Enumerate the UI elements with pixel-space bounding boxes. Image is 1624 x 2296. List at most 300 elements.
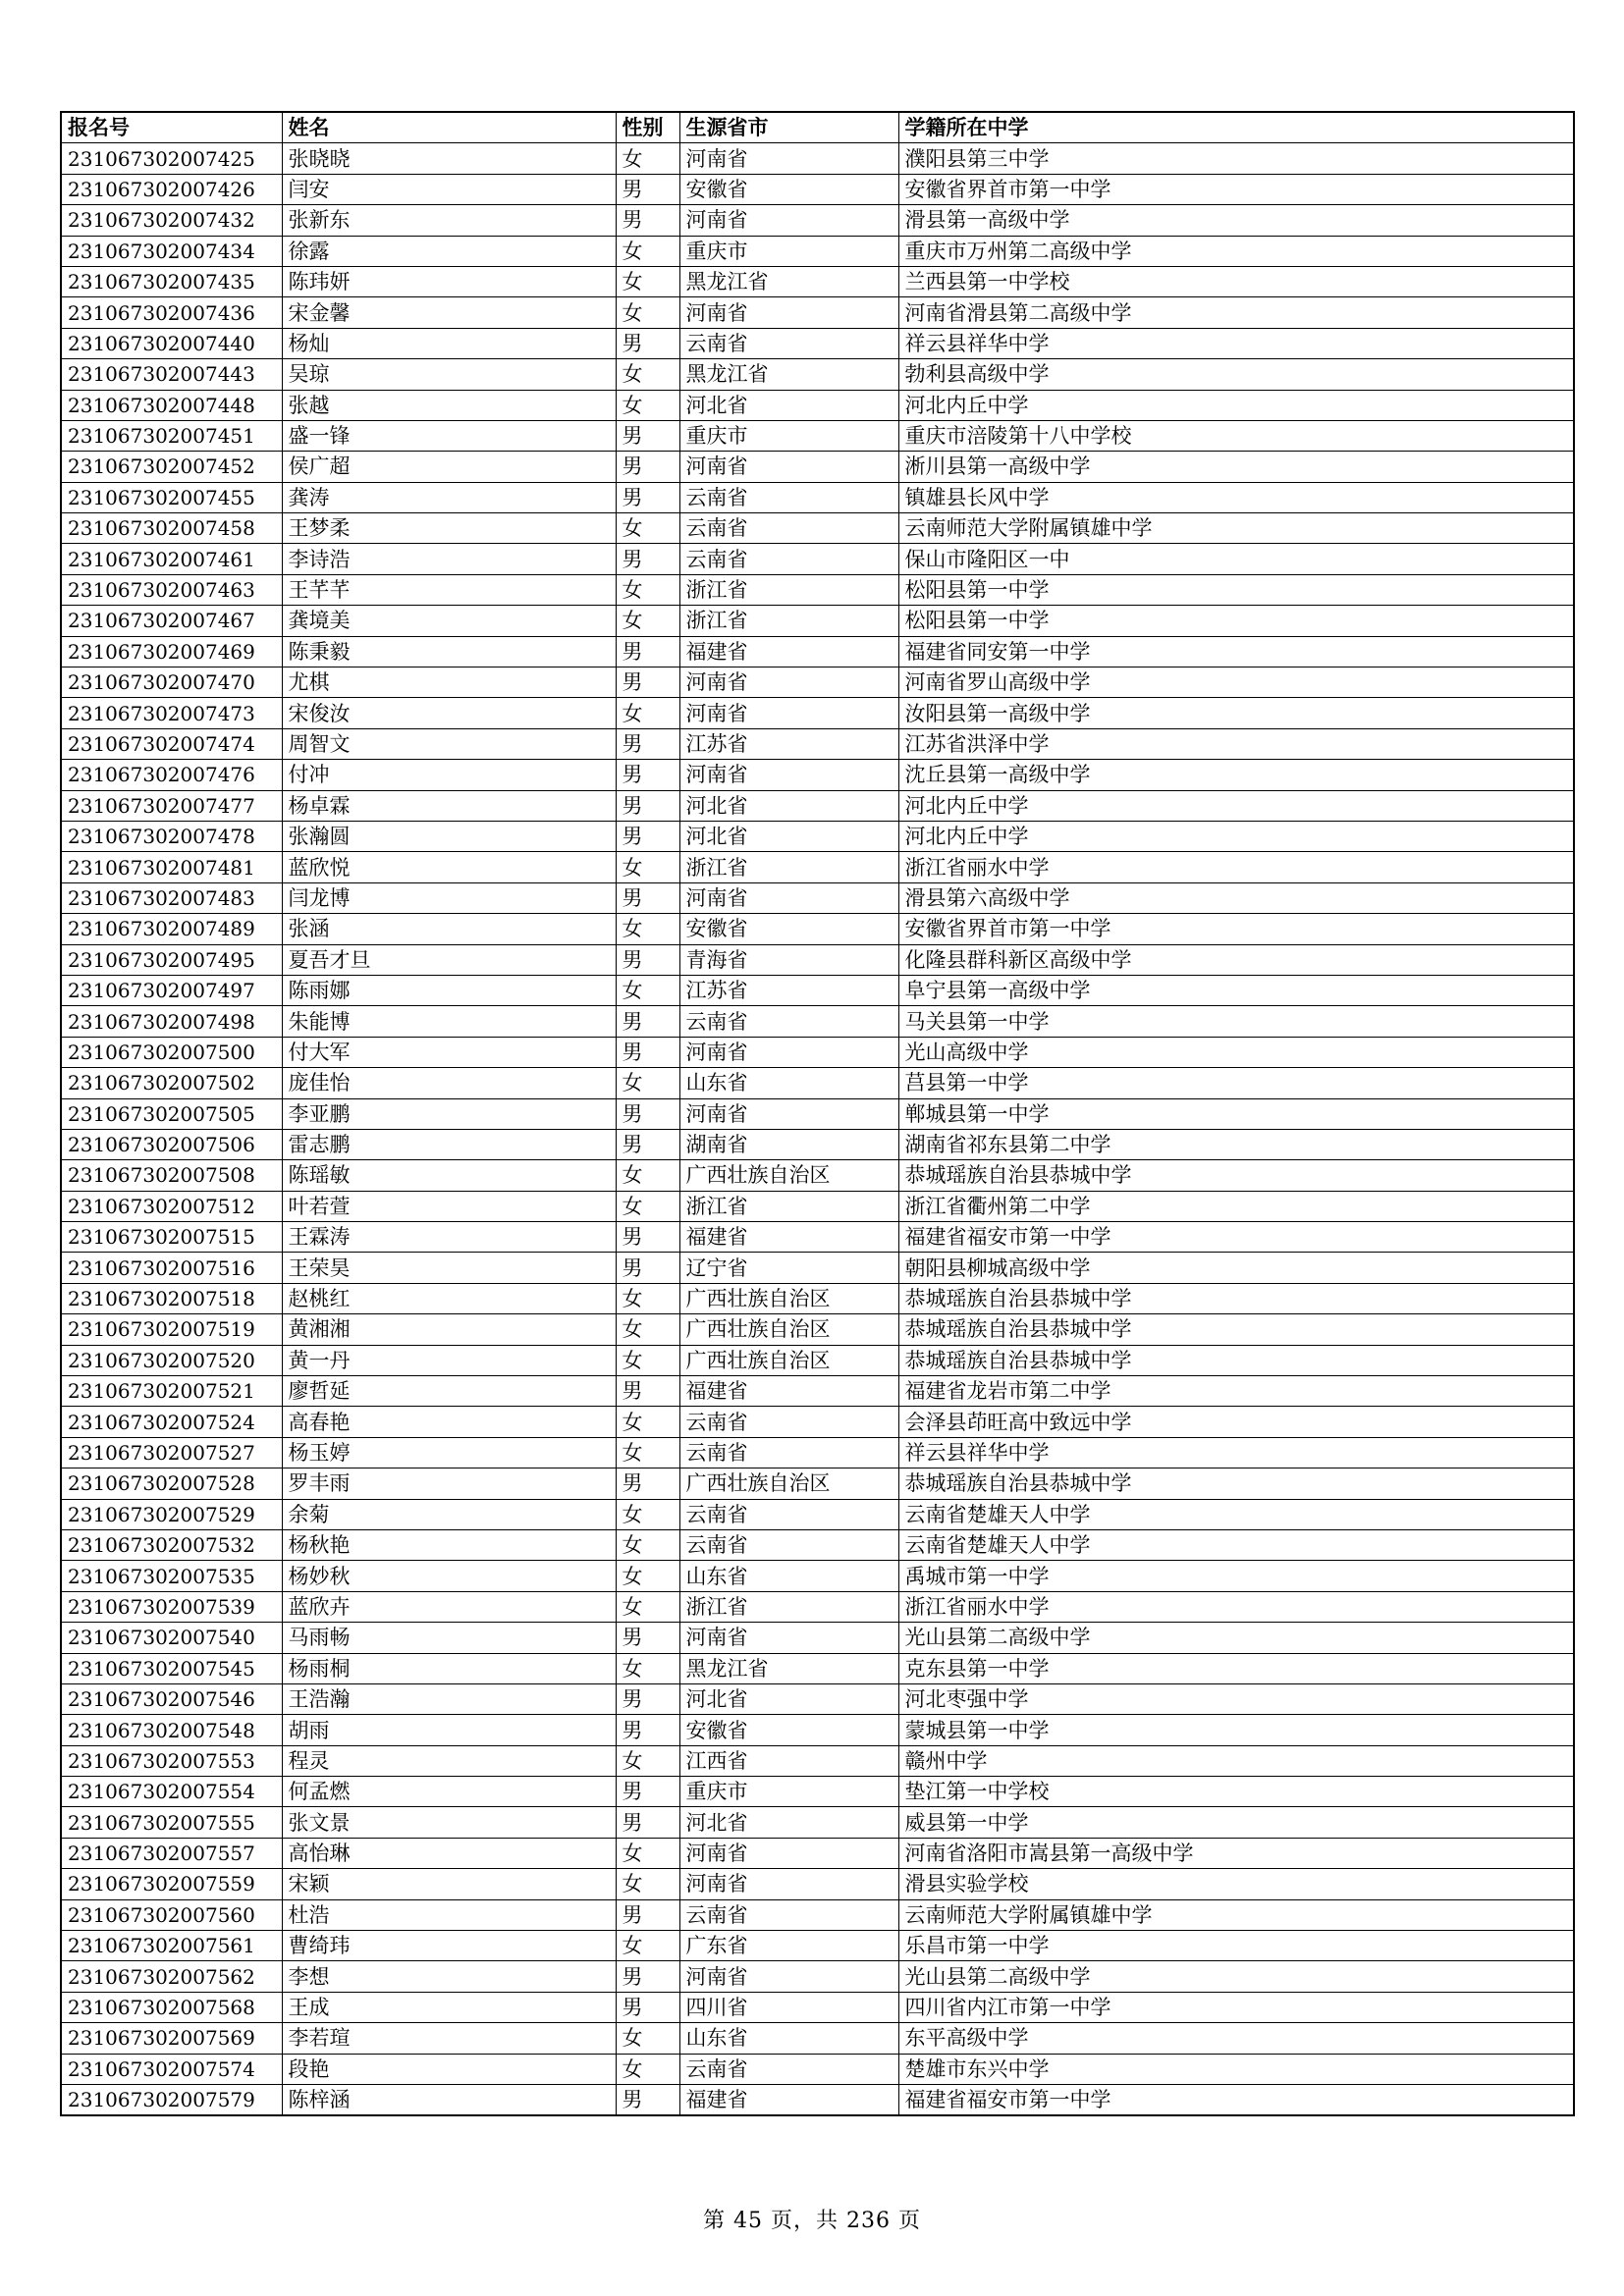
table-row (61, 174, 1574, 204)
province-cell: 河南省 (679, 760, 898, 790)
table-row (61, 2023, 1574, 2054)
table-row (61, 1745, 1574, 1776)
table-row (61, 882, 1574, 913)
province-cell: 江苏省 (679, 975, 898, 1005)
school-cell: 莒县第一中学 (898, 1068, 1574, 1098)
registration-number-cell: 231067302007452 (61, 452, 282, 482)
school-cell: 光山高级中学 (898, 1037, 1574, 1067)
school-cell: 汝阳县第一高级中学 (898, 698, 1574, 728)
registration-number-cell: 231067302007508 (61, 1160, 282, 1191)
school-cell: 云南省楚雄天人中学 (898, 1529, 1574, 1560)
school-cell: 楚雄市东兴中学 (898, 2054, 1574, 2084)
gender-cell: 女 (616, 1869, 679, 1899)
name-cell: 杨灿 (282, 328, 616, 358)
table-row (61, 728, 1574, 759)
gender-cell: 男 (616, 1992, 679, 2022)
gender-cell: 女 (616, 975, 679, 1005)
school-cell: 威县第一中学 (898, 1807, 1574, 1838)
province-cell: 河南省 (679, 1037, 898, 1067)
name-cell: 李诗浩 (282, 544, 616, 574)
registration-number-cell: 231067302007516 (61, 1253, 282, 1283)
registration-number-cell: 231067302007527 (61, 1437, 282, 1468)
table-row (61, 1653, 1574, 1683)
name-cell: 龚境美 (282, 606, 616, 636)
gender-cell: 女 (616, 1745, 679, 1776)
gender-cell: 女 (616, 143, 679, 174)
school-cell: 滑县第一高级中学 (898, 205, 1574, 236)
gender-cell: 男 (616, 1777, 679, 1807)
table-row (61, 944, 1574, 975)
table-body (61, 143, 1574, 2116)
gender-cell: 男 (616, 1683, 679, 1714)
gender-cell: 女 (616, 1407, 679, 1437)
name-cell: 何孟燃 (282, 1777, 616, 1807)
table-row (61, 1006, 1574, 1037)
name-cell: 张涵 (282, 914, 616, 944)
table-row (61, 1037, 1574, 1067)
school-cell: 福建省龙岩市第二中学 (898, 1376, 1574, 1407)
school-cell: 蒙城县第一中学 (898, 1715, 1574, 1745)
registration-number-cell: 231067302007451 (61, 420, 282, 451)
province-cell: 云南省 (679, 1899, 898, 1930)
name-cell: 庞佳怡 (282, 1068, 616, 1098)
registration-number-cell: 231067302007458 (61, 513, 282, 544)
table-row (61, 1376, 1574, 1407)
province-cell: 重庆市 (679, 420, 898, 451)
table-row (61, 1529, 1574, 1560)
name-cell: 李若瑄 (282, 2023, 616, 2054)
name-cell: 陈秉毅 (282, 636, 616, 667)
registration-number-cell: 231067302007455 (61, 482, 282, 512)
name-cell: 徐露 (282, 236, 616, 266)
province-cell: 河南省 (679, 143, 898, 174)
school-cell: 垫江第一中学校 (898, 1777, 1574, 1807)
province-cell: 四川省 (679, 1992, 898, 2022)
province-cell: 黑龙江省 (679, 1653, 898, 1683)
name-cell: 宋俊汝 (282, 698, 616, 728)
table-row (61, 636, 1574, 667)
gender-cell: 女 (616, 698, 679, 728)
table-row (61, 1715, 1574, 1745)
registration-number-cell: 231067302007554 (61, 1777, 282, 1807)
gender-cell: 男 (616, 328, 679, 358)
name-cell: 陈玮妍 (282, 266, 616, 296)
name-cell: 王荣昊 (282, 1253, 616, 1283)
province-cell: 黑龙江省 (679, 266, 898, 296)
province-cell: 黑龙江省 (679, 359, 898, 390)
table-row (61, 1931, 1574, 1961)
table-row (61, 328, 1574, 358)
name-cell: 张文景 (282, 1807, 616, 1838)
gender-cell: 女 (616, 2023, 679, 2054)
header-row (61, 112, 1574, 143)
table-row (61, 667, 1574, 698)
table-row (61, 1992, 1574, 2022)
table-row (61, 1253, 1574, 1283)
registration-number-cell: 231067302007506 (61, 1129, 282, 1159)
province-cell: 云南省 (679, 1407, 898, 1437)
school-cell: 松阳县第一中学 (898, 606, 1574, 636)
name-cell: 王成 (282, 1992, 616, 2022)
registration-number-cell: 231067302007518 (61, 1283, 282, 1313)
table-row (61, 452, 1574, 482)
name-cell: 王芊芊 (282, 574, 616, 605)
registration-number-cell: 231067302007535 (61, 1561, 282, 1591)
province-cell: 河南省 (679, 882, 898, 913)
province-cell: 安徽省 (679, 174, 898, 204)
gender-cell: 女 (616, 574, 679, 605)
name-cell: 雷志鹏 (282, 1129, 616, 1159)
name-cell: 廖哲延 (282, 1376, 616, 1407)
name-cell: 王霖涛 (282, 1222, 616, 1253)
table-row (61, 1314, 1574, 1345)
table-row (61, 1129, 1574, 1159)
school-cell: 祥云县祥华中学 (898, 328, 1574, 358)
gender-cell: 女 (616, 1591, 679, 1622)
school-cell: 赣州中学 (898, 1745, 1574, 1776)
name-cell: 李想 (282, 1961, 616, 1992)
school-cell: 东平高级中学 (898, 2023, 1574, 2054)
name-cell: 叶若萱 (282, 1191, 616, 1221)
province-cell: 广西壮族自治区 (679, 1160, 898, 1191)
registration-number-cell: 231067302007557 (61, 1838, 282, 1868)
gender-cell: 女 (616, 1283, 679, 1313)
gender-cell: 女 (616, 236, 679, 266)
registration-number-cell: 231067302007476 (61, 760, 282, 790)
registration-number-cell: 231067302007555 (61, 1807, 282, 1838)
registration-number-cell: 231067302007512 (61, 1191, 282, 1221)
gender-cell: 男 (616, 452, 679, 482)
name-cell: 蓝欣悦 (282, 852, 616, 882)
gender-cell: 男 (616, 882, 679, 913)
name-cell: 程灵 (282, 1745, 616, 1776)
school-cell: 祥云县祥华中学 (898, 1437, 1574, 1468)
name-cell: 付大军 (282, 1037, 616, 1067)
name-cell: 吴琼 (282, 359, 616, 390)
registration-number-cell: 231067302007568 (61, 1992, 282, 2022)
province-cell: 河北省 (679, 390, 898, 420)
table-row (61, 236, 1574, 266)
table-row (61, 420, 1574, 451)
header-school: 学籍所在中学 (898, 112, 1574, 143)
table-row (61, 1283, 1574, 1313)
name-cell: 高春艳 (282, 1407, 616, 1437)
province-cell: 云南省 (679, 1499, 898, 1529)
gender-cell: 男 (616, 205, 679, 236)
school-cell: 保山市隆阳区一中 (898, 544, 1574, 574)
table-row (61, 606, 1574, 636)
school-cell: 淅川县第一高级中学 (898, 452, 1574, 482)
registration-number-cell: 231067302007559 (61, 1869, 282, 1899)
table-row (61, 544, 1574, 574)
registration-number-cell: 231067302007483 (61, 882, 282, 913)
gender-cell: 男 (616, 667, 679, 698)
name-cell: 陈梓涵 (282, 2085, 616, 2116)
province-cell: 广西壮族自治区 (679, 1468, 898, 1499)
gender-cell: 男 (616, 2085, 679, 2116)
table-row (61, 205, 1574, 236)
province-cell: 安徽省 (679, 1715, 898, 1745)
school-cell: 化隆县群科新区高级中学 (898, 944, 1574, 975)
name-cell: 张越 (282, 390, 616, 420)
name-cell: 曹绮玮 (282, 1931, 616, 1961)
province-cell: 青海省 (679, 944, 898, 975)
admission-list-table (60, 111, 1575, 2116)
name-cell: 付冲 (282, 760, 616, 790)
gender-cell: 男 (616, 1961, 679, 1992)
school-cell: 马关县第一中学 (898, 1006, 1574, 1037)
gender-cell: 男 (616, 1006, 679, 1037)
table-row (61, 698, 1574, 728)
name-cell: 张晓晓 (282, 143, 616, 174)
name-cell: 周智文 (282, 728, 616, 759)
province-cell: 浙江省 (679, 852, 898, 882)
registration-number-cell: 231067302007545 (61, 1653, 282, 1683)
gender-cell: 男 (616, 1715, 679, 1745)
school-cell: 乐昌市第一中学 (898, 1931, 1574, 1961)
province-cell: 河北省 (679, 1683, 898, 1714)
name-cell: 杨卓霖 (282, 790, 616, 821)
province-cell: 云南省 (679, 513, 898, 544)
province-cell: 云南省 (679, 1529, 898, 1560)
registration-number-cell: 231067302007546 (61, 1683, 282, 1714)
table-row (61, 1222, 1574, 1253)
school-cell: 恭城瑶族自治县恭城中学 (898, 1314, 1574, 1345)
registration-number-cell: 231067302007532 (61, 1529, 282, 1560)
province-cell: 云南省 (679, 544, 898, 574)
registration-number-cell: 231067302007497 (61, 975, 282, 1005)
registration-number-cell: 231067302007560 (61, 1899, 282, 1930)
gender-cell: 男 (616, 944, 679, 975)
gender-cell: 女 (616, 1437, 679, 1468)
gender-cell: 女 (616, 297, 679, 328)
name-cell: 胡雨 (282, 1715, 616, 1745)
table-row (61, 1807, 1574, 1838)
province-cell: 江苏省 (679, 728, 898, 759)
table-row (61, 1683, 1574, 1714)
registration-number-cell: 231067302007443 (61, 359, 282, 390)
school-cell: 浙江省丽水中学 (898, 1591, 1574, 1622)
registration-number-cell: 231067302007500 (61, 1037, 282, 1067)
gender-cell: 女 (616, 2054, 679, 2084)
province-cell: 河南省 (679, 698, 898, 728)
registration-number-cell: 231067302007540 (61, 1623, 282, 1653)
table-row (61, 1407, 1574, 1437)
name-cell: 陈瑶敏 (282, 1160, 616, 1191)
school-cell: 河北内丘中学 (898, 390, 1574, 420)
registration-number-cell: 231067302007539 (61, 1591, 282, 1622)
table-row (61, 914, 1574, 944)
school-cell: 福建省福安市第一中学 (898, 2085, 1574, 2116)
name-cell: 陈雨娜 (282, 975, 616, 1005)
province-cell: 河南省 (679, 1623, 898, 1653)
province-cell: 山东省 (679, 2023, 898, 2054)
registration-number-cell: 231067302007521 (61, 1376, 282, 1407)
province-cell: 福建省 (679, 1376, 898, 1407)
registration-number-cell: 231067302007553 (61, 1745, 282, 1776)
school-cell: 河北枣强中学 (898, 1683, 1574, 1714)
name-cell: 尤棋 (282, 667, 616, 698)
school-cell: 兰西县第一中学校 (898, 266, 1574, 296)
school-cell: 光山县第二高级中学 (898, 1961, 1574, 1992)
gender-cell: 女 (616, 606, 679, 636)
gender-cell: 男 (616, 1807, 679, 1838)
table-row (61, 1191, 1574, 1221)
gender-cell: 男 (616, 1376, 679, 1407)
table-row (61, 2054, 1574, 2084)
name-cell: 王梦柔 (282, 513, 616, 544)
gender-cell: 男 (616, 728, 679, 759)
school-cell: 重庆市万州第二高级中学 (898, 236, 1574, 266)
province-cell: 山东省 (679, 1068, 898, 1098)
gender-cell: 男 (616, 420, 679, 451)
gender-cell: 男 (616, 760, 679, 790)
province-cell: 云南省 (679, 2054, 898, 2084)
school-cell: 福建省福安市第一中学 (898, 1222, 1574, 1253)
school-cell: 会泽县茚旺高中致远中学 (898, 1407, 1574, 1437)
registration-number-cell: 231067302007515 (61, 1222, 282, 1253)
table-row (61, 1499, 1574, 1529)
registration-number-cell: 231067302007473 (61, 698, 282, 728)
registration-number-cell: 231067302007477 (61, 790, 282, 821)
name-cell: 余菊 (282, 1499, 616, 1529)
table-row (61, 1899, 1574, 1930)
gender-cell: 女 (616, 1345, 679, 1375)
gender-cell: 女 (616, 1931, 679, 1961)
school-cell: 河南省滑县第二高级中学 (898, 297, 1574, 328)
table-row (61, 1437, 1574, 1468)
school-cell: 禹城市第一中学 (898, 1561, 1574, 1591)
table-row (61, 975, 1574, 1005)
registration-number-cell: 231067302007561 (61, 1931, 282, 1961)
gender-cell: 男 (616, 821, 679, 851)
registration-number-cell: 231067302007524 (61, 1407, 282, 1437)
province-cell: 云南省 (679, 1437, 898, 1468)
name-cell: 杨雨桐 (282, 1653, 616, 1683)
table-row (61, 2085, 1574, 2116)
registration-number-cell: 231067302007569 (61, 2023, 282, 2054)
gender-cell: 男 (616, 1253, 679, 1283)
gender-cell: 女 (616, 513, 679, 544)
gender-cell: 女 (616, 1160, 679, 1191)
registration-number-cell: 231067302007448 (61, 390, 282, 420)
school-cell: 河南省罗山高级中学 (898, 667, 1574, 698)
province-cell: 福建省 (679, 636, 898, 667)
table-row (61, 390, 1574, 420)
gender-cell: 男 (616, 790, 679, 821)
gender-cell: 女 (616, 914, 679, 944)
school-cell: 河北内丘中学 (898, 821, 1574, 851)
school-cell: 光山县第二高级中学 (898, 1623, 1574, 1653)
province-cell: 河北省 (679, 821, 898, 851)
name-cell: 段艳 (282, 2054, 616, 2084)
gender-cell: 男 (616, 1623, 679, 1653)
registration-number-cell: 231067302007574 (61, 2054, 282, 2084)
gender-cell: 女 (616, 1653, 679, 1683)
registration-number-cell: 231067302007432 (61, 205, 282, 236)
province-cell: 福建省 (679, 2085, 898, 2116)
school-cell: 安徽省界首市第一中学 (898, 914, 1574, 944)
gender-cell: 女 (616, 1838, 679, 1868)
registration-number-cell: 231067302007469 (61, 636, 282, 667)
registration-number-cell: 231067302007426 (61, 174, 282, 204)
registration-number-cell: 231067302007579 (61, 2085, 282, 2116)
table-row (61, 1623, 1574, 1653)
registration-number-cell: 231067302007498 (61, 1006, 282, 1037)
gender-cell: 女 (616, 1561, 679, 1591)
table-row (61, 821, 1574, 851)
table-row (61, 1869, 1574, 1899)
gender-cell: 女 (616, 1529, 679, 1560)
table-row (61, 1345, 1574, 1375)
province-cell: 河南省 (679, 667, 898, 698)
table-row (61, 1838, 1574, 1868)
registration-number-cell: 231067302007470 (61, 667, 282, 698)
registration-number-cell: 231067302007463 (61, 574, 282, 605)
school-cell: 河南省洛阳市嵩县第一高级中学 (898, 1838, 1574, 1868)
province-cell: 河北省 (679, 790, 898, 821)
table-row (61, 790, 1574, 821)
name-cell: 杨玉婷 (282, 1437, 616, 1468)
province-cell: 河南省 (679, 452, 898, 482)
school-cell: 湖南省祁东县第二中学 (898, 1129, 1574, 1159)
school-cell: 沈丘县第一高级中学 (898, 760, 1574, 790)
school-cell: 河北内丘中学 (898, 790, 1574, 821)
table-row (61, 1591, 1574, 1622)
school-cell: 浙江省丽水中学 (898, 852, 1574, 882)
province-cell: 广西壮族自治区 (679, 1283, 898, 1313)
school-cell: 云南师范大学附属镇雄中学 (898, 1899, 1574, 1930)
province-cell: 辽宁省 (679, 1253, 898, 1283)
name-cell: 蓝欣卉 (282, 1591, 616, 1622)
school-cell: 滑县实验学校 (898, 1869, 1574, 1899)
name-cell: 张瀚圆 (282, 821, 616, 851)
registration-number-cell: 231067302007474 (61, 728, 282, 759)
province-cell: 河北省 (679, 1807, 898, 1838)
province-cell: 广西壮族自治区 (679, 1345, 898, 1375)
province-cell: 河南省 (679, 297, 898, 328)
gender-cell: 女 (616, 1499, 679, 1529)
registration-number-cell: 231067302007520 (61, 1345, 282, 1375)
registration-number-cell: 231067302007505 (61, 1098, 282, 1129)
school-cell: 滑县第六高级中学 (898, 882, 1574, 913)
name-cell: 侯广超 (282, 452, 616, 482)
name-cell: 宋颖 (282, 1869, 616, 1899)
table-row (61, 1468, 1574, 1499)
table-row (61, 760, 1574, 790)
school-cell: 江苏省洪泽中学 (898, 728, 1574, 759)
province-cell: 浙江省 (679, 606, 898, 636)
table-row (61, 1160, 1574, 1191)
registration-number-cell: 231067302007481 (61, 852, 282, 882)
province-cell: 福建省 (679, 1222, 898, 1253)
registration-number-cell: 231067302007562 (61, 1961, 282, 1992)
registration-number-cell: 231067302007529 (61, 1499, 282, 1529)
table-row (61, 266, 1574, 296)
table-row (61, 1561, 1574, 1591)
school-cell: 朝阳县柳城高级中学 (898, 1253, 1574, 1283)
province-cell: 山东省 (679, 1561, 898, 1591)
name-cell: 宋金馨 (282, 297, 616, 328)
name-cell: 黄一丹 (282, 1345, 616, 1375)
registration-number-cell: 231067302007478 (61, 821, 282, 851)
province-cell: 河南省 (679, 205, 898, 236)
registration-number-cell: 231067302007467 (61, 606, 282, 636)
school-cell: 云南师范大学附属镇雄中学 (898, 513, 1574, 544)
page-footer: 第 45 页，共 236 页 (703, 2209, 921, 2233)
gender-cell: 男 (616, 544, 679, 574)
registration-number-cell: 231067302007436 (61, 297, 282, 328)
